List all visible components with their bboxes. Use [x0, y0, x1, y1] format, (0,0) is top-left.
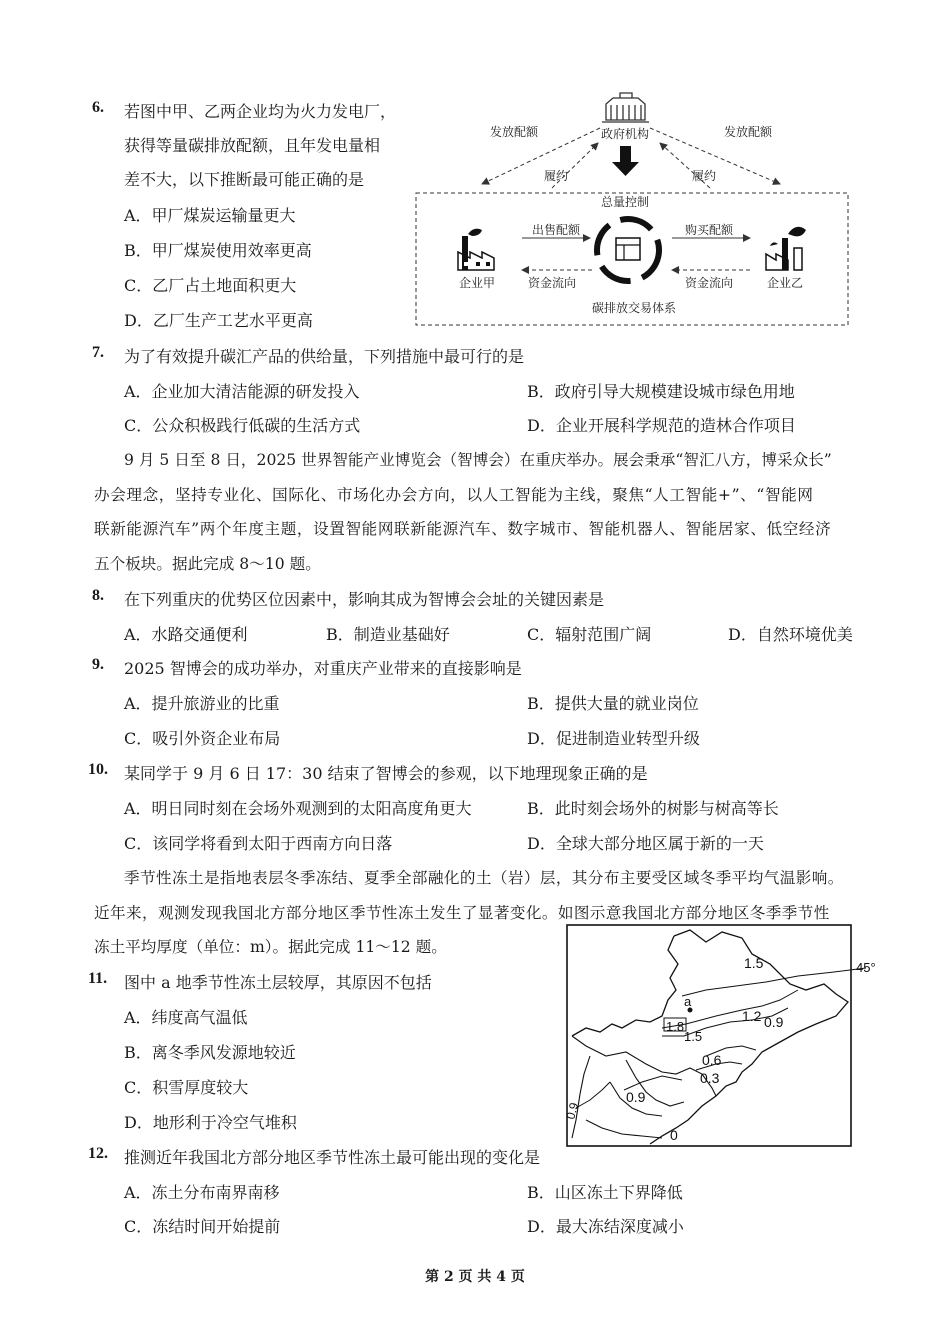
contour-label: 1.5 [684, 1029, 703, 1044]
passage-line: 9 月 5 日至 8 日，2025 世界智能产业博览会（智博会）在重庆举办。展会秉承“智汇八方，博采众长” [124, 451, 832, 469]
option-c[interactable]: C．冻结时间开始提前 [124, 1217, 281, 1236]
passage-line: 五个板块。据此完成 8～10 题。 [94, 555, 321, 573]
option-d[interactable]: D．最大冻结深度减小 [527, 1217, 684, 1236]
option-b[interactable]: B．甲厂煤炭使用效率更高 [124, 241, 312, 260]
option-b[interactable]: B．政府引导大规模建设城市绿色用地 [527, 382, 795, 401]
option-d[interactable]: D．乙厂生产工艺水平更高 [124, 311, 313, 330]
latitude-label: 45° [856, 960, 876, 975]
option-c[interactable]: C．积雪厚度较大 [124, 1078, 249, 1097]
factory-a-icon [458, 229, 494, 270]
government-building-icon [602, 93, 649, 122]
passage-line: 办会理念，坚持专业化、国际化、市场化办会方向，以人工智能为主线，聚焦“人工智能+”、“智能网 [94, 486, 814, 504]
company-b-label: 企业乙 [766, 276, 804, 290]
down-arrow-icon [612, 146, 639, 176]
company-a-label: 企业甲 [458, 276, 496, 290]
option-a[interactable]: A．冻土分布南界南移 [124, 1183, 280, 1202]
question-number: 11. [88, 970, 108, 987]
question-stem-line: 获得等量碳排放配额，且年发电量相 [124, 136, 381, 155]
contour-label: 0.6 [702, 1052, 722, 1068]
option-c[interactable]: C．乙厂占土地面积更大 [124, 276, 297, 295]
carbon-trading-diagram [410, 88, 855, 330]
contour-label: 1.5 [744, 955, 764, 971]
option-c[interactable]: C．公众积极践行低碳的生活方式 [124, 416, 361, 435]
option-a[interactable]: A．企业加大清洁能源的研发投入 [124, 382, 360, 401]
point-a-label: a [684, 994, 692, 1009]
government-label: 政府机构 [600, 127, 650, 141]
option-d[interactable]: D．地形利于冷空气堆积 [124, 1113, 297, 1132]
option-d[interactable]: D．全球大部分地区属于新的一天 [527, 834, 764, 853]
factory-b-icon [766, 227, 806, 270]
question-number: 8. [92, 587, 104, 604]
trading-system-label: 碳排放交易体系 [591, 301, 677, 315]
question-number: 6. [92, 99, 104, 116]
money-flow-label-right: 资金流向 [685, 276, 734, 290]
contour-label: 0.9 [563, 1101, 582, 1121]
total-control-label: 总量控制 [600, 195, 650, 209]
question-number: 7. [92, 344, 104, 361]
option-a[interactable]: A．明日同时刻在会场外观测到的太阳高度角更大 [124, 799, 472, 818]
exchange-cycle-icon [597, 219, 659, 281]
option-b[interactable]: B．离冬季风发源地较近 [124, 1043, 296, 1062]
question-number: 10. [88, 761, 108, 778]
option-a[interactable]: A．纬度高气温低 [124, 1008, 248, 1027]
question-stem: 某同学于 9 月 6 日 17：30 结束了智博会的参观，以下地理现象正确的是 [124, 764, 648, 783]
comply-label-left: 履约 [544, 169, 569, 183]
option-a[interactable]: A．水路交通便利 [124, 625, 248, 644]
contour-label: 0.3 [700, 1070, 720, 1086]
option-c[interactable]: C．该同学将看到太阳于西南方向日落 [124, 834, 393, 853]
passage-line: 联新能源汽车”两个年度主题，设置智能网联新能源汽车、数字城市、智能机器人、智能居家、低空经济 [94, 520, 832, 538]
option-b[interactable]: B．此时刻会场外的树影与树高等长 [527, 799, 779, 818]
option-b[interactable]: B．制造业基础好 [326, 625, 450, 644]
question-number: 12. [88, 1145, 108, 1162]
question-stem: 2025 智博会的成功举办，对重庆产业带来的直接影响是 [124, 659, 522, 678]
passage-line: 冻土平均厚度（单位：m）。据此完成 11～12 题。 [94, 938, 447, 956]
question-stem: 推测近年我国北方部分地区季节性冻土最可能出现的变化是 [124, 1148, 541, 1167]
issue-label-right: 发放配额 [724, 125, 773, 139]
option-d[interactable]: D．自然环境优美 [728, 625, 853, 644]
contour-label: 1.2 [742, 1008, 762, 1024]
option-c[interactable]: C．吸引外资企业布局 [124, 729, 281, 748]
contour-label: 1.8 [666, 1019, 685, 1034]
option-b[interactable]: B．提供大量的就业岗位 [527, 694, 699, 713]
issue-label-left: 发放配额 [490, 125, 539, 139]
question-stem: 在下列重庆的优势区位因素中，影响其成为智博会会址的关键因素是 [124, 590, 605, 609]
question-stem: 为了有效提升碳汇产品的供给量，下列措施中最可行的是 [124, 347, 525, 366]
question-stem-line: 差不大，以下推断最可能正确的是 [124, 170, 365, 189]
money-flow-label-left: 资金流向 [528, 276, 577, 290]
comply-label-right: 履约 [692, 169, 717, 183]
buy-quota-label: 购买配额 [685, 223, 734, 237]
frozen-soil-map [563, 924, 876, 1149]
option-a[interactable]: A．提升旅游业的比重 [124, 694, 280, 713]
passage-line: 季节性冻土是指地表层冬季冻结、夏季全部融化的土（岩）层，其分布主要受区域冬季平均气温影响。 [124, 869, 844, 887]
passage-line: 近年来，观测发现我国北方部分地区季节性冻土发生了显著变化。如图示意我国北方部分地区冬季季节性 [94, 904, 830, 922]
option-b[interactable]: B．山区冻土下界降低 [527, 1183, 683, 1202]
option-d[interactable]: D．企业开展科学规范的造林合作项目 [527, 416, 796, 435]
option-d[interactable]: D．促进制造业转型升级 [527, 729, 700, 748]
contour-label: 0 [670, 1127, 678, 1143]
question-number: 9. [92, 656, 104, 673]
contour-label: 0.9 [626, 1089, 646, 1105]
question-stem-line: 若图中甲、乙两企业均为火力发电厂， [124, 102, 397, 121]
question-stem: 图中 a 地季节性冻土层较厚，其原因不包括 [124, 973, 432, 992]
page-footer: 第 2 页 共 4 页 [425, 1269, 525, 1285]
sell-quota-label: 出售配额 [532, 223, 581, 237]
option-c[interactable]: C．辐射范围广阔 [527, 625, 652, 644]
contour-label: 0.9 [764, 1014, 784, 1030]
option-a[interactable]: A．甲厂煤炭运输量更大 [124, 206, 296, 225]
